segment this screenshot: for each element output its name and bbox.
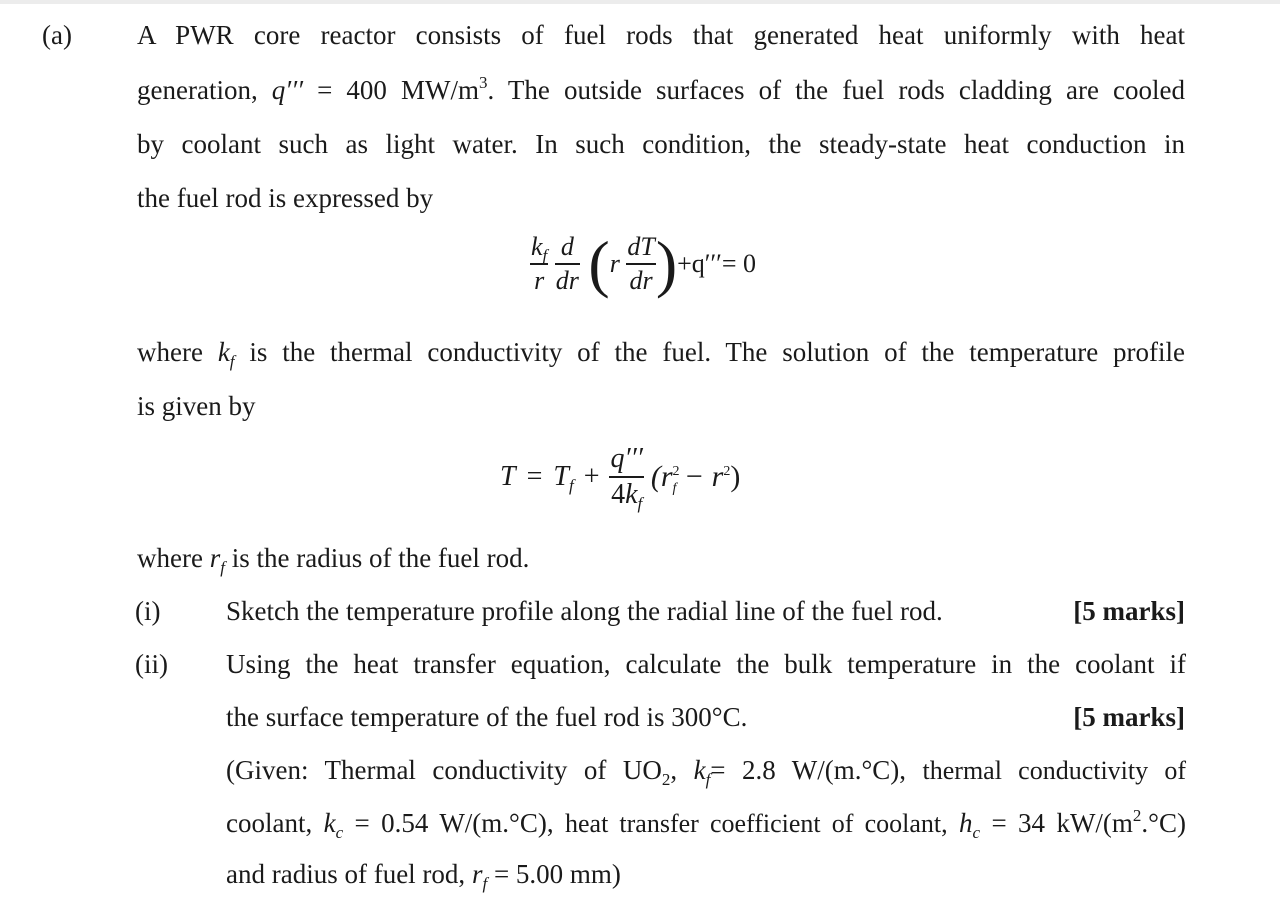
part-i-marks: [5 marks] xyxy=(1073,596,1185,626)
symbol-rf-sub: f xyxy=(220,558,225,577)
symbol-k: k xyxy=(217,337,230,367)
part-ii-text-1: Using the heat transfer equation, calculate the bulk temperature in the coolant if xyxy=(226,649,1186,679)
eq2-Tf: T xyxy=(553,460,569,492)
paragraph-line-4: the fuel rod is expressed by xyxy=(137,183,434,213)
eq1-r-inner: r xyxy=(609,249,620,278)
text-where: where xyxy=(137,337,203,367)
given-heat-transfer-coefficient: heat transfer coefficient of coolant, xyxy=(564,809,948,838)
given-line-2 xyxy=(226,806,1186,842)
equation-heat-conduction xyxy=(530,228,757,299)
given-hc-sub: c xyxy=(972,823,981,842)
fraction-bar xyxy=(609,476,643,478)
part-ii-marks: [5 marks] xyxy=(1073,702,1185,732)
eq2-q: q′′′ xyxy=(610,443,643,474)
eq2-T: T xyxy=(500,460,516,492)
given-line-3 xyxy=(226,859,1186,893)
fraction-q-over-4kf xyxy=(609,443,643,513)
given-uo2-text: (Given: Thermal conductivity of UO xyxy=(226,755,662,785)
eq1-tail: +q′′′= 0 xyxy=(677,249,757,278)
given-radius-text: and radius of fuel rod, xyxy=(226,859,466,889)
text-outside-surfaces: . The outside surfaces of the fuel rods cladding are cooled xyxy=(487,75,1185,105)
part-i-label: (i) xyxy=(135,596,161,626)
question-label: (a) xyxy=(42,20,72,50)
eq1-dT: dT xyxy=(627,232,655,262)
eq1-r: r xyxy=(534,265,545,295)
eq2-minus-r: − r xyxy=(683,459,724,493)
eq2-four: 4 xyxy=(611,478,626,510)
text-value-400: = 400 MW/m xyxy=(317,75,480,105)
given-comma: , xyxy=(670,755,678,785)
eq1-d: d xyxy=(560,232,574,262)
symbol-r: r xyxy=(209,543,221,573)
given-line-1 xyxy=(226,755,1187,789)
paragraph-line-2 xyxy=(137,73,1185,105)
given-rf-sub: f xyxy=(482,874,488,893)
eq2-r-open: (r xyxy=(650,459,673,493)
given-rf: r xyxy=(471,859,483,889)
given-kf-sub: f xyxy=(705,770,711,789)
fraction-kf-over-r xyxy=(530,234,548,294)
paragraph-line-1: A PWR core reactor consists of fuel rods that generated heat uniformly with heat xyxy=(137,20,1185,50)
eq2-sup-2: 2 xyxy=(672,463,680,479)
part-ii-label: (ii) xyxy=(135,649,168,679)
fraction-dT-over-dr xyxy=(626,234,655,294)
eq1-dr: dr xyxy=(555,265,579,295)
symbol-f-sub: f xyxy=(229,352,235,371)
paragraph-line-7 xyxy=(137,543,1185,577)
text-radius: is the radius of the fuel rod. xyxy=(231,543,530,573)
given-hc: h xyxy=(959,808,973,838)
right-paren: ) xyxy=(655,228,678,299)
given-hc-unit: .°C) xyxy=(1141,808,1186,838)
given-rf-value: = 5.00 mm) xyxy=(493,859,621,889)
part-i-text: Sketch the temperature profile along the radial line of the fuel rod. xyxy=(226,596,943,626)
text-where-2: where xyxy=(137,543,203,573)
eq2-f-sub: f xyxy=(568,475,574,495)
cube-exponent: 3 xyxy=(479,73,488,92)
given-kc-value: = 0.54 W/(m.°C), xyxy=(354,808,554,838)
text-generation: generation, xyxy=(137,75,258,105)
eq2-plus: + xyxy=(583,460,600,492)
page-top-edge xyxy=(0,0,1280,4)
given-hc-value: = 34 kW/(m xyxy=(991,808,1133,838)
eq2-sup-2b: 2 xyxy=(723,463,731,479)
eq1-k: k xyxy=(531,232,543,262)
given-thermal-conductivity-of: thermal conductivity of xyxy=(922,756,1187,785)
uo2-subscript: 2 xyxy=(661,770,671,789)
paragraph-line-5 xyxy=(137,337,1185,371)
given-k: k xyxy=(693,755,706,785)
eq1-f-sub: f xyxy=(542,246,548,266)
given-kc-sub: c xyxy=(335,823,344,842)
eq2-f-sub-3: f xyxy=(672,480,677,496)
paragraph-line-6: is given by xyxy=(137,391,256,421)
fraction-d-over-dr xyxy=(555,234,580,294)
q-triple-prime: q′′′ xyxy=(271,75,304,105)
eq2-close: ) xyxy=(730,459,741,493)
left-paren: ( xyxy=(588,228,610,299)
given-kc: k xyxy=(323,808,336,838)
equation-temperature-profile xyxy=(500,443,741,513)
fraction-bar xyxy=(555,263,580,265)
given-kf-value: = 2.8 W/(m.°C), xyxy=(710,755,907,785)
eq2-k: k xyxy=(625,478,638,510)
eq1-dr-2: dr xyxy=(629,265,653,295)
eq2-f-sub-2: f xyxy=(637,493,643,513)
eq2-equals: = xyxy=(526,460,543,492)
text-thermal-conductivity: is the thermal conductivity of the fuel. The solution of the temperature profile xyxy=(249,337,1185,367)
part-ii-text-2: the surface temperature of the fuel rod is 300°C. xyxy=(226,702,748,732)
eq2-bracket xyxy=(650,459,741,496)
fraction-bar xyxy=(626,263,655,265)
paragraph-line-3: by coolant such as light water. In such condition, the steady-state heat conduction in xyxy=(137,129,1185,159)
given-m2-sup: 2 xyxy=(1132,806,1142,825)
given-coolant: coolant, xyxy=(226,808,313,838)
